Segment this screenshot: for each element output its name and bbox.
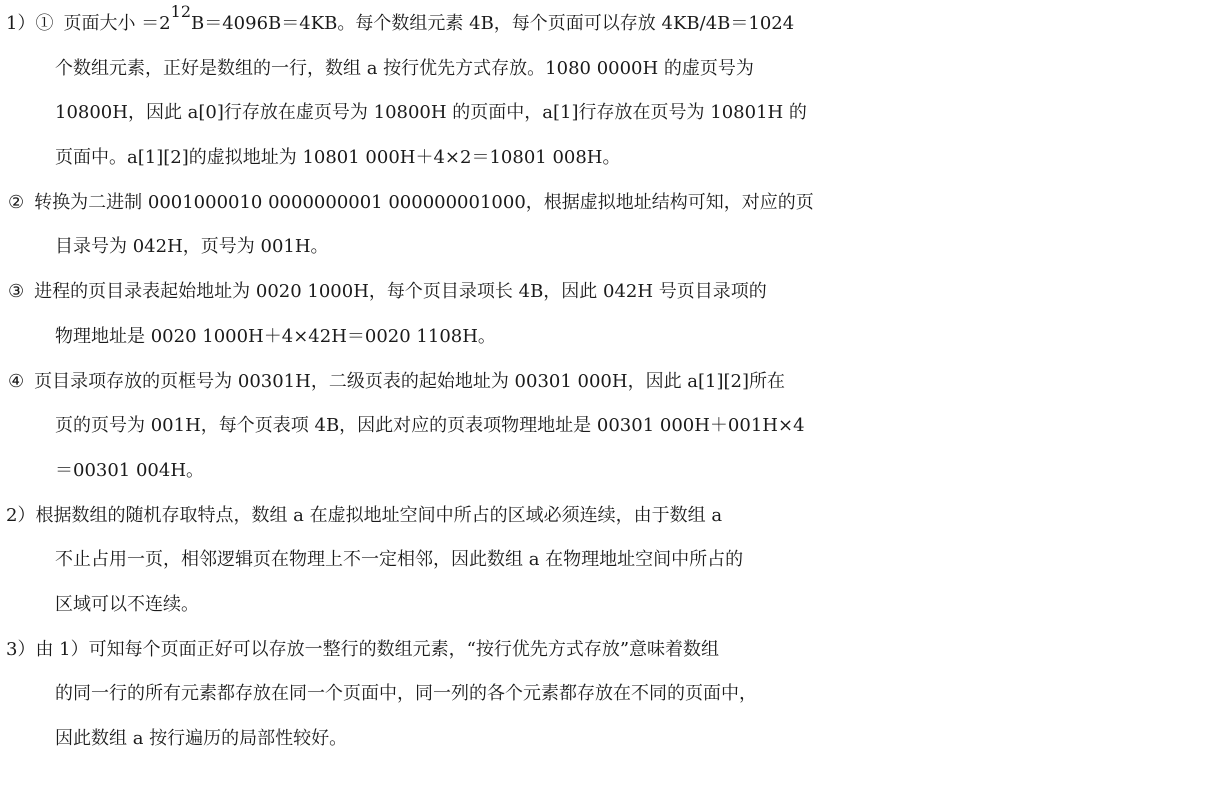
text-line	[0, 2, 1232, 47]
text-line: 区域可以不连续。	[55, 593, 199, 615]
text-line: 的同一行的所有元素都存放在同一个页面中，同一列的各个元素都存放在不同的页面中，	[55, 683, 757, 705]
answer-part1-step1	[0, 2, 1232, 181]
text-segment: 根据数组的随机存取特点，数组 a 在虚拟地址空间中所占的区域必须连续，由于数组 a	[35, 504, 723, 526]
text-line: 目录号为 042H，页号为 001H。	[55, 236, 329, 258]
text-line: 因此数组 a 按行遍历的局部性较好。	[55, 728, 348, 749]
text-line: 10800H，因此 a[0]行存放在虚页号为 10800H 的页面中，a[1]行存放在页号为 10801H 的	[55, 102, 807, 124]
step-number: ③	[8, 281, 25, 303]
text-segment: 页目录项存放的页框号为 00301H，二级页表的起始地址为 00301 000H，因此 a[1][2]所在	[34, 370, 786, 392]
text-segment: 进程的页目录表起始地址为 0020 1000H，每个页目录项长 4B，因此 042H 号页目录项的	[34, 281, 767, 303]
text-line: 页的页号为 001H，每个页表项 4B，因此对应的页表项物理地址是 00301 000H＋001H×4	[55, 415, 805, 437]
text-line: ＝00301 004H。	[55, 459, 205, 481]
text-line	[0, 628, 1232, 673]
text-segment: 转换为二进制 0001000010 0000000001 000000001000，根据虚拟地址结构可知，对应的页	[34, 191, 814, 213]
text-line	[0, 360, 1232, 405]
text-line: 物理地址是 0020 1000H＋4×42H＝0020 1108H。	[55, 325, 496, 347]
answer-part1-step2	[0, 181, 1232, 270]
part-number: 3）	[6, 638, 36, 660]
part-number: 2）	[6, 504, 36, 526]
text-segment: 页面大小 ＝2	[63, 13, 171, 34]
answer-part1-step3	[0, 270, 1232, 359]
text-line: 个数组元素，正好是数组的一行，数组 a 按行优先方式存放。1080 0000H 的虚页号为	[55, 57, 754, 79]
step-number: ①	[35, 13, 54, 34]
step-number: ④	[8, 370, 25, 392]
text-segment: 由 1）可知每个页面正好可以存放一整行的数组元素，“按行优先方式存放”意味着数组	[35, 638, 720, 660]
part-number: 1）	[6, 13, 36, 34]
answer-part1-step4	[0, 360, 1232, 494]
text-segment: B＝4096B＝4KB。每个数组元素 4B，每个页面可以存放 4KB/4B＝1024	[191, 13, 795, 34]
text-line: 页面中。a[1][2]的虚拟地址为 10801 000H＋4×2＝10801 008H。	[55, 147, 621, 169]
text-line: 不止占用一页，相邻逻辑页在物理上不一定相邻，因此数组 a 在物理地址空间中所占的	[55, 549, 744, 571]
exponent: 12	[170, 2, 191, 21]
step-number: ②	[8, 191, 25, 213]
answer-part3	[0, 628, 1232, 762]
answer-part2	[0, 494, 1232, 628]
text-line	[0, 270, 1232, 315]
text-line	[0, 181, 1232, 226]
text-line	[0, 494, 1232, 539]
